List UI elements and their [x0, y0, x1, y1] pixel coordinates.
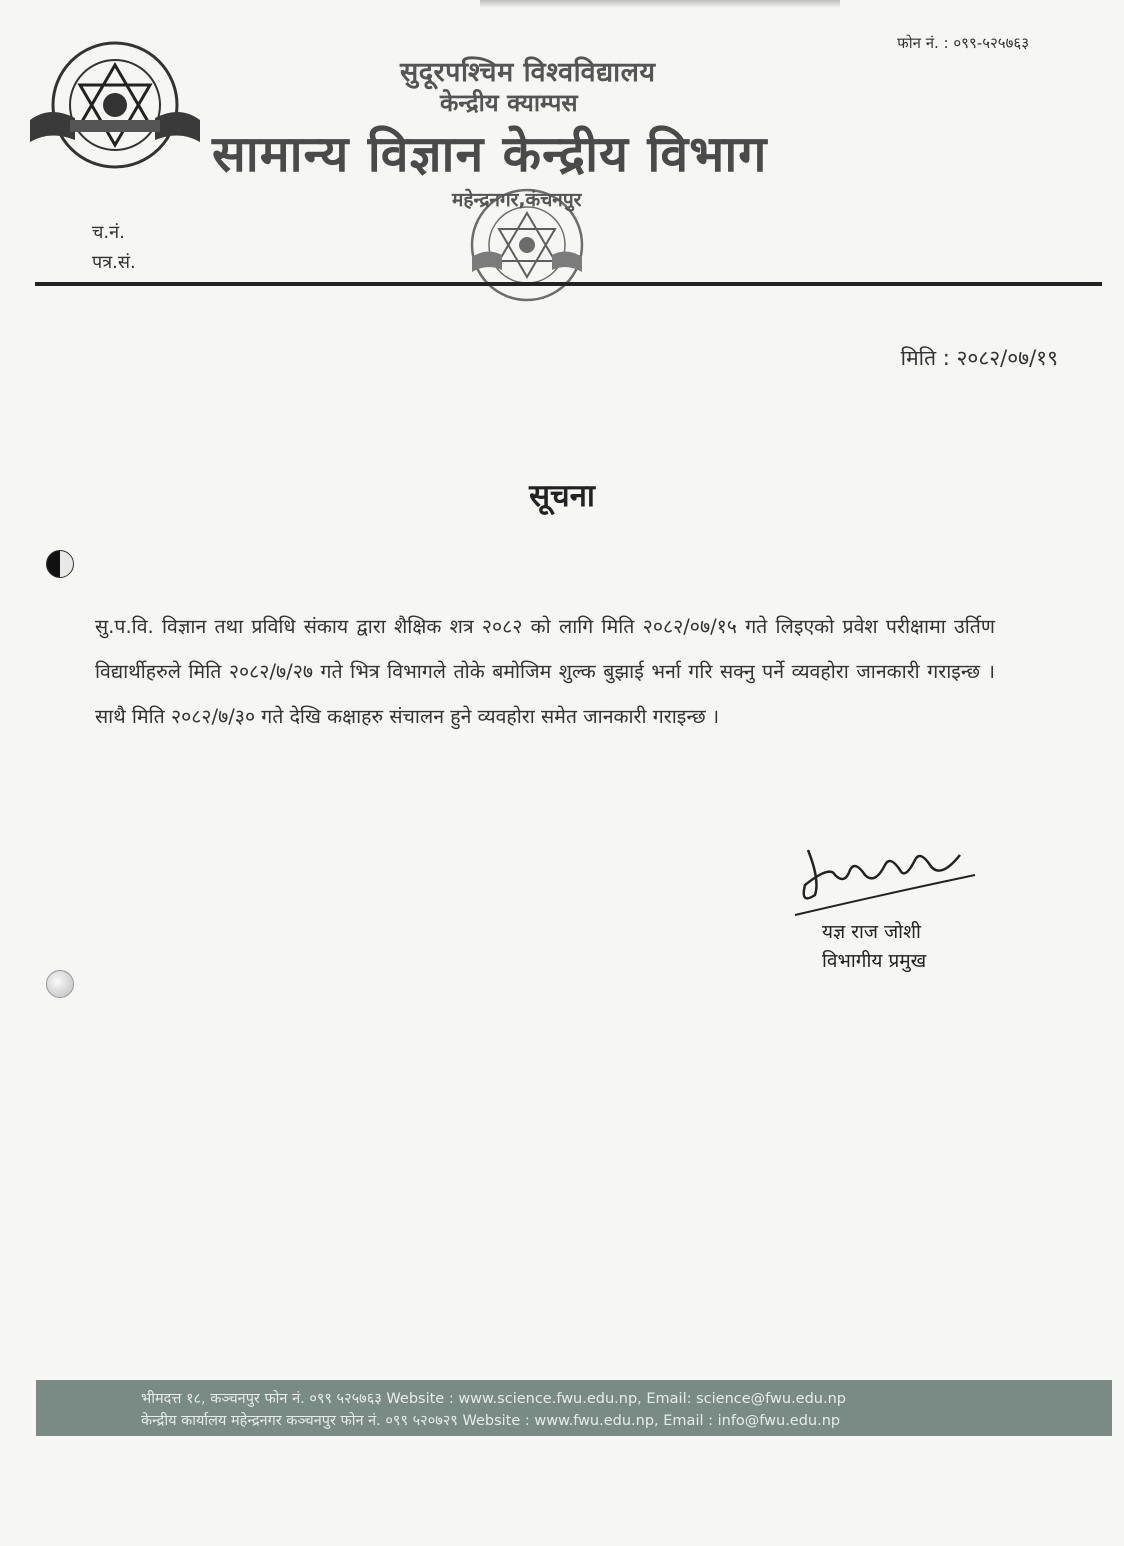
- footer-bar: [36, 1380, 1112, 1436]
- notice-date: मिति : २०८२/०७/१९: [900, 346, 1058, 370]
- notice-title: सूचना: [529, 478, 595, 514]
- university-logo: [30, 30, 200, 180]
- phone-number: फोन नं. : ०९९-५२५७६३: [897, 34, 1029, 52]
- signature: [790, 825, 980, 925]
- address: महेन्द्रनगर,कंचनपुर: [452, 189, 582, 211]
- university-name: सुदूरपश्चिम विश्वविद्यालय: [400, 57, 656, 88]
- footer-line-2: केन्द्रीय कार्यालय महेन्द्रनगर कञ्चनपुर फोन नं. ०९९ ५२०७२९ Website : www.fwu.edu.np, Email : info@fwu.edu.np: [141, 1413, 841, 1429]
- signatory-designation: विभागीय प्रमुख: [822, 950, 927, 972]
- punch-hole-bottom: [46, 970, 74, 998]
- letter-number-label: पत्र.सं.: [92, 252, 136, 273]
- department-name: सामान्य विज्ञान केन्द्रीय विभाग: [212, 125, 768, 183]
- footer-line-1: भीमदत्त १८, कञ्चनपुर फोन नं. ०९९ ५२५७६३ Website : www.science.fwu.edu.np, Email: science@fwu.edu.np: [141, 1391, 846, 1407]
- campus-name: केन्द्रीय क्याम्पस: [440, 89, 578, 117]
- signatory-block: [822, 918, 926, 976]
- punch-hole-top: [46, 550, 74, 578]
- cha-number-label: च.नं.: [92, 222, 125, 243]
- department-stamp: [452, 175, 602, 325]
- header-divider: [35, 282, 1102, 286]
- scan-shadow: [480, 0, 840, 8]
- notice-body: सु.प.वि. विज्ञान तथा प्रविधि संकाय द्वारा शैक्षिक शत्र २०८२ को लागि मिति २०८२/०७/१५ गते लिइएको प्रवेश परीक्षामा उर्तिण विद्यार्थीहरुले मिति २०८२/७/२७ गते भित्र विभागले तोके बमोजिम शुल्क बुझाई भर्ना गरि सक्नु पर्ने व्यवहोरा जानकारी गराइन्छ । साथै मिति २०८२/७/३० गते देखि कक्षाहरु संचालन हुने व्यवहोरा समेत जानकारी गराइन्छ ।: [95, 615, 995, 728]
- signatory-name: यज्ञ राज जोशी: [822, 921, 921, 943]
